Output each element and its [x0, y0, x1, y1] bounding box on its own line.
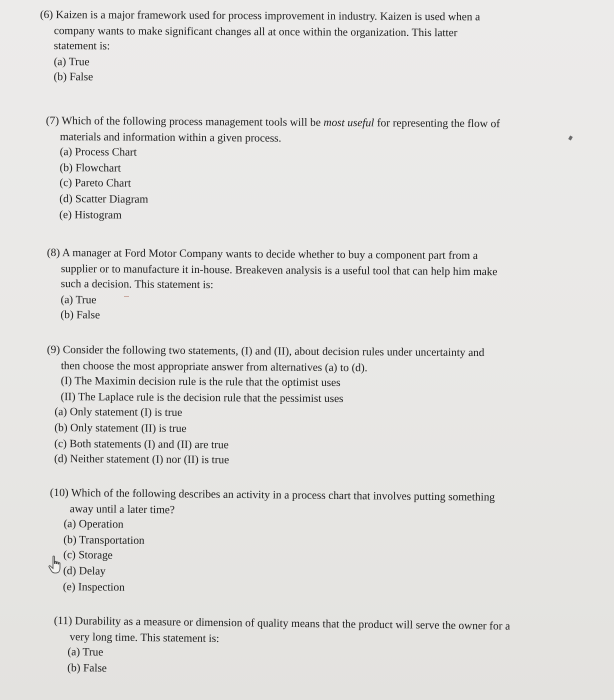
question-11 — [53, 614, 510, 682]
question-10 — [49, 486, 495, 600]
question-9-statement-2: (II) The Laplace rule is the decision rule that the pessimist uses — [60, 390, 344, 405]
question-9 — [46, 343, 484, 471]
question-8-stem-line-2: supplier or to manufacture it in-house. Breakeven analysis is a useful tool that can help him make — [60, 262, 498, 278]
question-9-stem-line-2: then choose the most appropriate answer from alternatives (a) to (d). — [60, 359, 368, 374]
question-7-stem-suffix: for representing the flow of — [374, 117, 501, 131]
question-6-stem-line-3: statement is: — [53, 40, 111, 53]
pen-mark — [568, 136, 573, 141]
question-11-option-b: (b) False — [67, 661, 107, 675]
question-9-option-d: (d) Neither statement (I) nor (II) is true — [54, 453, 230, 467]
question-8-option-a: (a) True — [60, 293, 97, 307]
question-9-option-b: (b) Only statement (II) is true — [54, 422, 187, 435]
hand-pointer-icon — [48, 555, 64, 575]
question-11-stem-line-2: very long time. This statement is: — [69, 630, 220, 645]
question-6-stem-line-1: (6) Kaizen is a major framework used for process improvement in industry. Kaizen is used when a — [39, 8, 481, 24]
question-7-stem-prefix: (7) Which of the following process management tools will be — [45, 114, 324, 129]
question-8-stem-line-1: (8) A manager at Ford Motor Company wants to decide whether to buy a component part from a — [46, 246, 478, 263]
question-8 — [46, 246, 497, 327]
question-7-emphasis: most useful — [323, 116, 375, 130]
question-11-stem-line-1: (11) Durability as a measure or dimension of quality means that the product will serve the owner for a — [53, 614, 511, 633]
question-7-option-a: (a) Process Chart — [59, 146, 137, 159]
question-9-stem-line-1: (9) Consider the following two statements, (I) and (II), about decision rules under uncertainty and — [46, 343, 485, 360]
question-6-option-b: (b) False — [53, 71, 94, 84]
question-7-option-c: (c) Pareto Chart — [59, 177, 132, 190]
question-9-option-c: (c) Both statements (I) and (II) are true — [54, 437, 229, 451]
question-10-stem-line-2: away until a later time? — [69, 502, 175, 516]
question-7-option-e: (e) Histogram — [59, 208, 122, 222]
question-11-option-a: (a) True — [67, 646, 104, 659]
question-7-option-d: (d) Scatter Diagram — [59, 193, 149, 206]
question-8-stem-line-3: such a decision. This statement is: — [60, 278, 214, 292]
question-10-option-b: (b) Transportation — [63, 533, 145, 547]
question-6 — [40, 8, 481, 88]
question-9-option-a: (a) Only statement (I) is true — [54, 406, 183, 420]
question-8-option-b: (b) False — [60, 309, 101, 322]
question-7 — [45, 114, 500, 226]
question-10-option-c: (c) Storage — [63, 549, 113, 563]
question-9-statement-1: (I) The Maximin decision rule is the rule that the optimist uses — [60, 375, 341, 390]
question-6-option-a: (a) True — [53, 55, 90, 69]
question-7-option-b: (b) Flowchart — [59, 161, 121, 175]
question-10-stem-line-1: (10) Which of the following describes an activity in a process chart that involves putting something — [49, 486, 495, 504]
question-7-stem-line-2: materials and information within a given process. — [59, 130, 282, 145]
question-10-option-e: (e) Inspection — [62, 580, 125, 594]
pen-mark-dash — [124, 296, 129, 297]
question-10-option-d: (d) Delay — [63, 565, 106, 578]
question-7-stem-line-1 — [46, 115, 500, 130]
question-10-option-a: (a) Operation — [63, 518, 124, 531]
question-6-stem-line-2: company wants to make significant changes all at once within the organization. This latter — [53, 24, 458, 39]
